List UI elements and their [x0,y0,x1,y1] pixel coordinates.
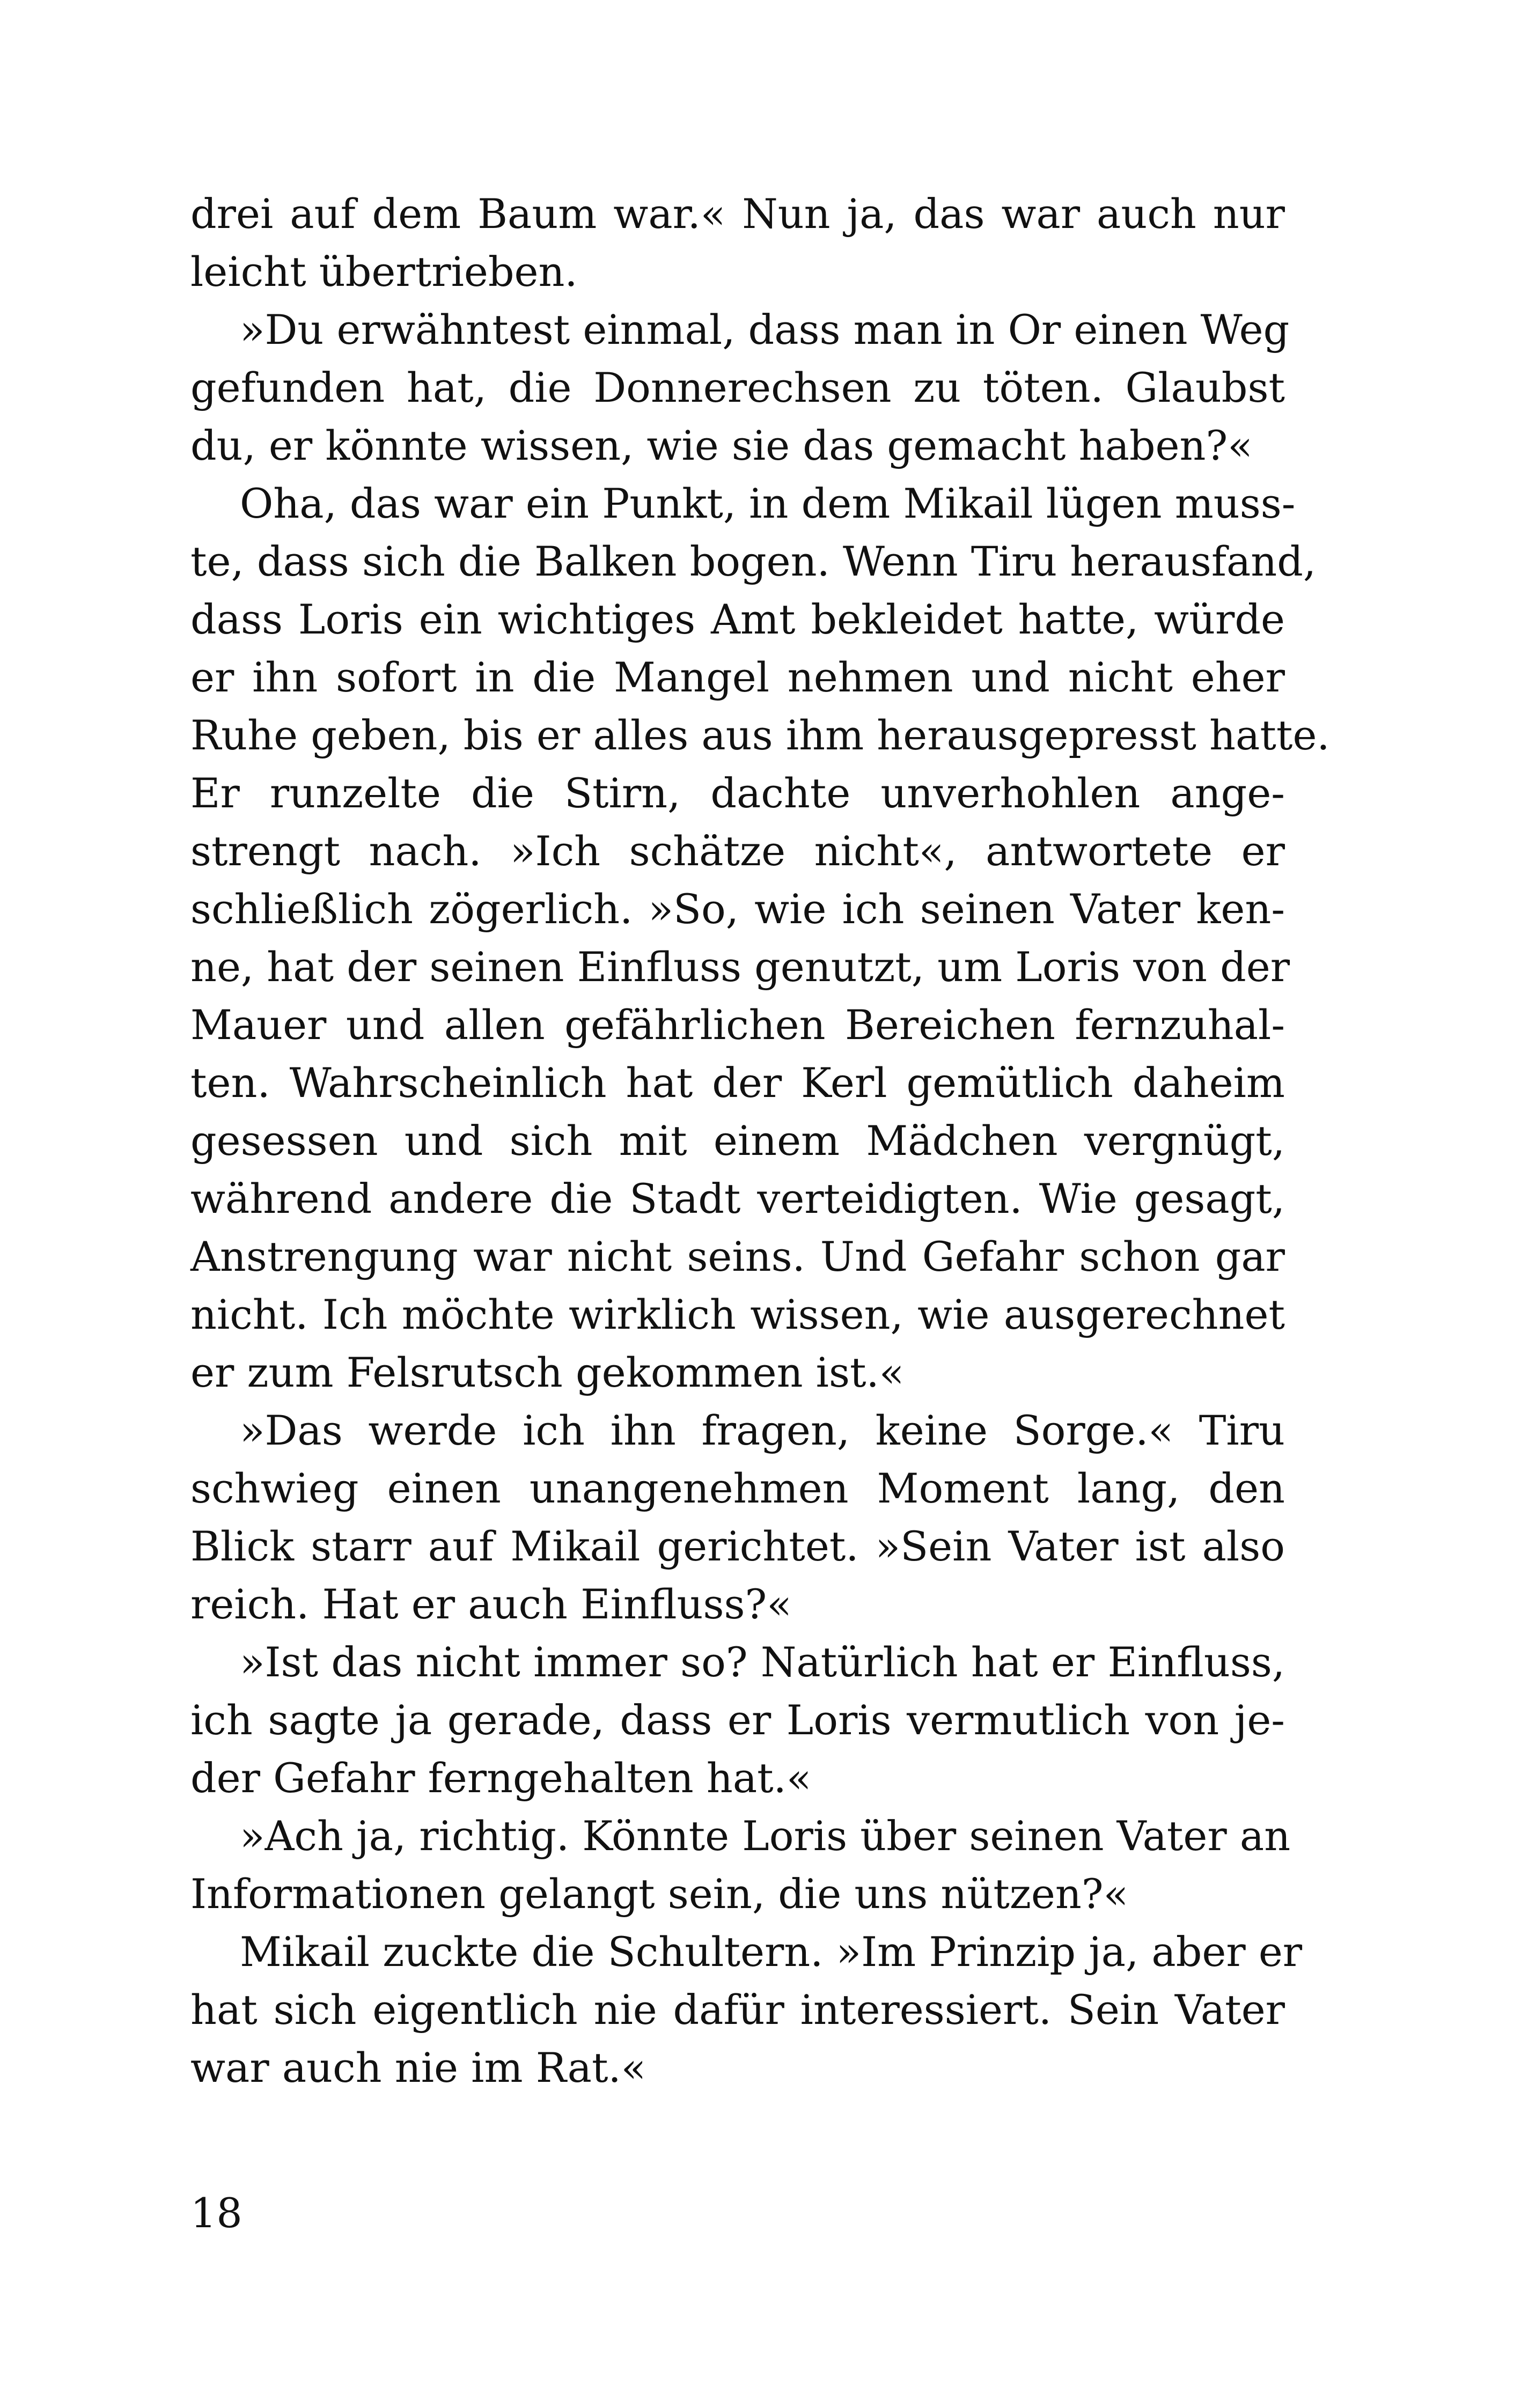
text-line: war auch nie im Rat.« [190,2044,646,2092]
paragraph [190,475,1330,1402]
text-line: drei auf dem Baum war.« Nun ja, das war auch nur [190,190,1285,238]
text-line: Blick starr auf Mikail gerichtet. »Sein Vater ist also [190,1522,1285,1570]
text-line: ten. Wahrscheinlich hat der Kerl gemütlich daheim [190,1059,1285,1107]
body-text [190,185,1330,2097]
text-line: ne, hat der seinen Einfluss genutzt, um Loris von der [190,943,1290,991]
paragraph [190,1923,1303,2097]
text-line: er ihn sofort in die Mangel nehmen und nicht eher [190,653,1285,701]
text-line: schwieg einen unangenehmen Moment lang, den [190,1464,1285,1512]
text-line: Ruhe geben, bis er alles aus ihm herausgepresst hatte. [190,711,1330,759]
paragraph [190,1807,1291,1923]
text-line: reich. Hat er auch Einfluss?« [190,1580,792,1628]
text-line: während andere die Stadt verteidigten. Wie gesagt, [190,1175,1285,1223]
text-line: Mauer und allen gefährlichen Bereichen fernzuhal- [190,1001,1285,1049]
text-line: »Das werde ich ihn fragen, keine Sorge.« Tiru [240,1406,1285,1454]
text-line: er zum Felsrutsch gekommen ist.« [190,1349,905,1396]
text-line: hat sich eigentlich nie dafür interessiert. Sein Vater [190,1986,1285,2034]
text-line: schließlich zögerlich. »So, wie ich seinen Vater ken- [190,885,1285,933]
text-line: der Gefahr ferngehalten hat.« [190,1754,812,1802]
text-line: ich sagte ja gerade, dass er Loris vermutlich von je- [190,1696,1285,1744]
paragraph [190,185,1285,301]
paragraph [190,1402,1285,1633]
text-line: »Ach ja, richtig. Könnte Loris über seinen Vater an [240,1812,1291,1860]
text-line: leicht übertrieben. [190,248,578,296]
text-line: strengt nach. »Ich schätze nicht«, antwortete er [190,827,1285,875]
page-number: 18 [190,2189,243,2237]
text-line: gesessen und sich mit einem Mädchen vergnügt, [190,1117,1285,1165]
text-line: dass Loris ein wichtiges Amt bekleidet hatte, würde [190,595,1285,643]
paragraph [190,301,1290,475]
text-line: nicht. Ich möchte wirklich wissen, wie ausgerechnet [190,1291,1285,1338]
text-line: »Du erwähntest einmal, dass man in Or einen Weg [240,306,1290,354]
text-line: Er runzelte die Stirn, dachte unverhohlen ange- [190,769,1285,817]
paragraph [190,1633,1285,1807]
text-line: gefunden hat, die Donnerechsen zu töten. Glaubst [190,364,1285,411]
text-line: »Ist das nicht immer so? Natürlich hat er Einfluss, [240,1638,1285,1686]
text-line: Informationen gelangt sein, die uns nützen?« [190,1870,1129,1918]
text-line: Mikail zuckte die Schultern. »Im Prinzip ja, aber er [240,1928,1303,1976]
text-line: Oha, das war ein Punkt, in dem Mikail lügen muss- [240,480,1296,527]
text-line: du, er könnte wissen, wie sie das gemacht haben?« [190,422,1253,469]
text-line: Anstrengung war nicht seins. Und Gefahr schon gar [190,1233,1285,1280]
text-line: te, dass sich die Balken bogen. Wenn Tiru herausfand, [190,537,1317,585]
